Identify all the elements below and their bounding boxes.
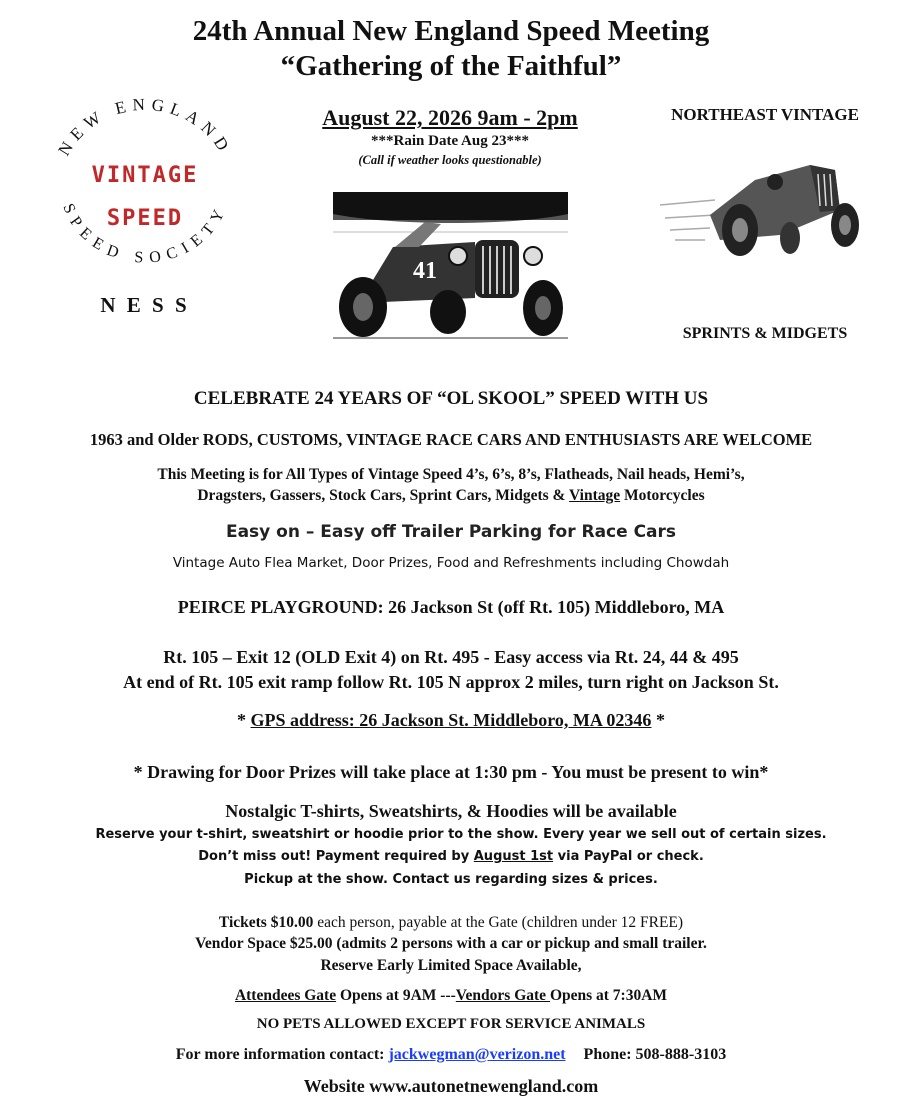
- vendor-line: Vendor Space $25.00 (admits 2 persons with a car or pickup and small trailer.: [195, 935, 707, 952]
- weather-note: (Call if weather looks questionable): [358, 153, 542, 167]
- ness-logo: [45, 95, 245, 325]
- directions-line-1: Rt. 105 – Exit 12 (OLD Exit 4) on Rt. 495 - Easy access via Rt. 24, 44 & 495: [163, 647, 739, 667]
- shirts-line-2: Don’t miss out! Payment required by August 1st via PayPal or check.: [198, 849, 704, 864]
- northeast-vintage-label: NORTHEAST VINTAGE: [671, 105, 859, 124]
- types-line-2: Dragsters, Gassers, Stock Cars, Sprint Cars, Midgets & Vintage Motorcycles: [197, 487, 705, 504]
- welcome-line: 1963 and Older RODS, CUSTOMS, VINTAGE RACE CARS AND ENTHUSIASTS ARE WELCOME: [89, 430, 813, 449]
- phone-number: Phone: 508-888-3103: [583, 1046, 727, 1063]
- tickets-line: Tickets $10.00 each person, payable at the Gate (children under 12 FREE): [218, 914, 684, 931]
- logo-abbr: N E S S: [100, 293, 190, 317]
- email-link[interactable]: jackwegman@verizon.net: [388, 1046, 566, 1063]
- door-prize-drawing: * Drawing for Door Prizes will take place at 1:30 pm - You must be present to win*: [133, 762, 769, 782]
- types-line-1: This Meeting is for All Types of Vintage Speed 4’s, 6’s, 8’s, Flatheads, Nail heads, Hemi’s,: [157, 466, 745, 483]
- sprint-car-icon: [660, 140, 870, 270]
- directions-line-2: At end of Rt. 105 exit ramp follow Rt. 105 N approx 2 miles, turn right on Jackson St.: [123, 672, 779, 692]
- venue-line: PEIRCE PLAYGROUND: 26 Jackson St (off Rt. 105) Middleboro, MA: [177, 597, 725, 617]
- car-number: 41: [413, 258, 437, 284]
- reserve-line: Reserve Early Limited Space Available,: [320, 957, 582, 974]
- event-date-text: August 22, 2026 9am - 2pm: [322, 105, 578, 130]
- shirts-line-1: Reserve your t-shirt, sweatshirt or hoodie prior to the show. Every year we sell out of certain sizes.: [95, 827, 827, 842]
- hot-rod-icon: [333, 192, 568, 342]
- gps-address: * GPS address: 26 Jackson St. Middleboro, MA 02346 *: [237, 710, 665, 730]
- rain-date: ***Rain Date Aug 23***: [371, 133, 529, 149]
- hot-rod-illustration: [333, 192, 568, 342]
- logo-arc-top: NEW ENGLAND: [54, 95, 236, 160]
- logo-arc-bottom: SPEED SOCIETY: [59, 201, 231, 267]
- page-subtitle: “Gathering of the Faithful”: [280, 50, 622, 82]
- sprint-car-illustration: [660, 140, 870, 270]
- gate-times: Attendees Gate Opens at 9AM ---Vendors Gate Opens at 7:30AM: [234, 987, 668, 1004]
- website-line[interactable]: Website www.autonetnewengland.com: [303, 1076, 599, 1096]
- contact-line: For more information contact: jackwegman@verizon.net Phone: 508-888-3103: [175, 1046, 727, 1063]
- logo-word-vintage: VINTAGE: [91, 163, 199, 188]
- event-date: [290, 105, 610, 131]
- shirts-heading: Nostalgic T-shirts, Sweatshirts, & Hoodies will be available: [225, 801, 677, 821]
- flea-market-line: Vintage Auto Flea Market, Door Prizes, Food and Refreshments including Chowdah: [172, 555, 730, 571]
- celebrate-heading: CELEBRATE 24 YEARS OF “OL SKOOL” SPEED WITH US: [193, 388, 709, 409]
- page-title: 24th Annual New England Speed Meeting: [192, 15, 710, 47]
- pets-policy: NO PETS ALLOWED EXCEPT FOR SERVICE ANIMALS: [256, 1016, 646, 1032]
- logo-word-speed: SPEED: [106, 206, 184, 231]
- parking-line: Easy on – Easy off Trailer Parking for Race Cars: [225, 522, 677, 542]
- shirts-line-3: Pickup at the show. Contact us regarding sizes & prices.: [244, 872, 658, 887]
- sprints-midgets-label: SPRINTS & MIDGETS: [682, 325, 848, 342]
